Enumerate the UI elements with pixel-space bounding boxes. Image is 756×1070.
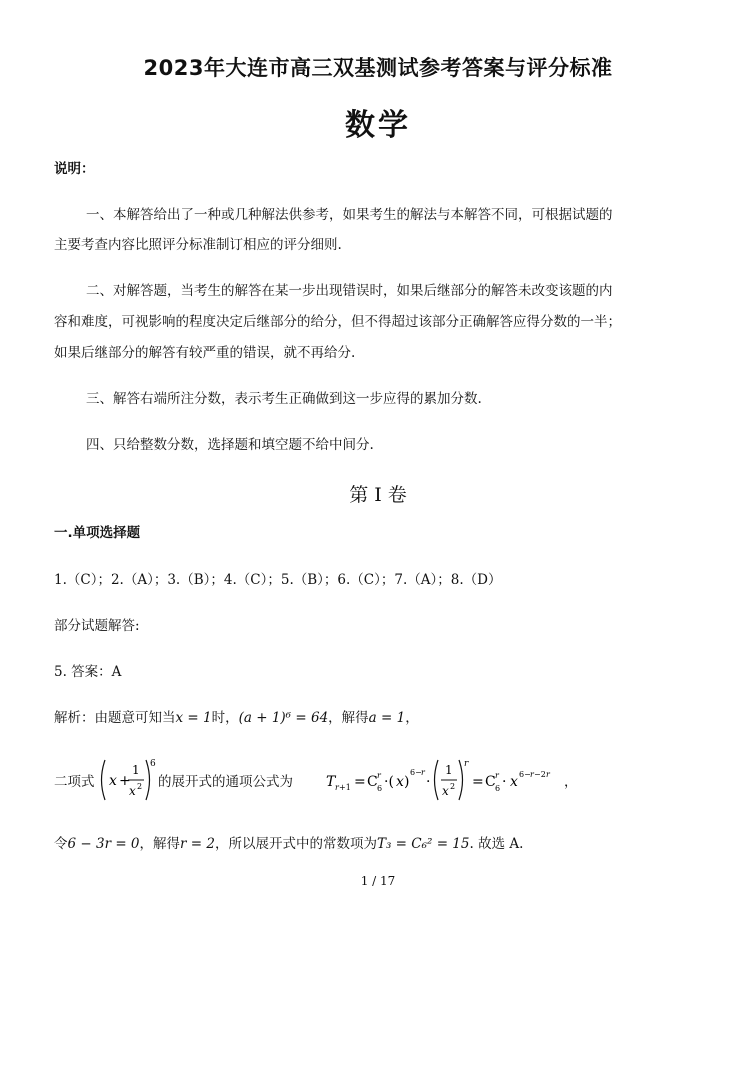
- note-2-line-2: 容和难度，可视影响的程度决定后继部分的给分，但不得超过该部分正确解答应得分数的一半；: [54, 314, 621, 330]
- svg-text:r: r: [495, 771, 499, 780]
- analysis-line-3: [54, 832, 523, 852]
- subject-title: 数学: [345, 108, 411, 143]
- analysis-text: 的展开式的通项公式为: [158, 774, 293, 790]
- note-1-line-1: 一、本解答给出了一种或几种解法供参考，如果考生的解法与本解答不同，可根据试题的: [86, 207, 613, 223]
- general-term-formula: [326, 756, 562, 804]
- svg-text:): ): [404, 774, 410, 790]
- page-number: 1 / 17: [360, 874, 396, 888]
- svg-text:x: x: [129, 784, 136, 798]
- math-expression: x = 1: [175, 710, 212, 726]
- svg-text:x: x: [442, 784, 449, 798]
- math-expression: r = 2: [180, 836, 215, 852]
- svg-text:·: ·: [502, 774, 507, 790]
- analysis-text: ，解得: [328, 710, 369, 726]
- svg-text:x: x: [396, 774, 404, 790]
- svg-text:6−: 6−: [519, 770, 531, 779]
- svg-text:2: 2: [450, 782, 456, 791]
- analysis-text: ，: [405, 710, 419, 726]
- note-3-line-1: 三、解答右端所注分数，表示考生正确做到这一步应得的累加分数.: [86, 391, 482, 407]
- svg-text:6: 6: [150, 759, 156, 769]
- math-expression: T₃ = C₆² = 15: [376, 836, 470, 852]
- analysis-text: 二项式: [54, 774, 95, 790]
- svg-text:+: +: [119, 773, 131, 789]
- svg-text:r: r: [530, 770, 534, 779]
- note-2-line-3: 如果后继部分的解答有较严重的错误，就不再给分.: [54, 345, 356, 361]
- svg-text:x: x: [510, 774, 518, 790]
- answers-line: 1.（C）；2.（A）；3.（B）；4.（C）；5.（B）；6.（C）；7.（A）；8.（D）: [54, 572, 502, 588]
- svg-text:r: r: [335, 783, 339, 792]
- svg-text:1: 1: [445, 763, 453, 777]
- svg-text:C: C: [485, 774, 496, 790]
- svg-text:6−: 6−: [410, 768, 422, 777]
- note-2-line-1: 二、对解答题，当考生的解答在某一步出现错误时，如果后继部分的解答未改变该题的内: [86, 283, 613, 299]
- svg-text:=: =: [472, 774, 484, 790]
- note-4-line-1: 四、只给整数分数，选择题和填空题不给中间分.: [86, 437, 374, 453]
- svg-text:x: x: [109, 773, 117, 789]
- svg-text:r: r: [377, 771, 381, 780]
- partial-solutions-label: 部分试题解答:: [54, 618, 140, 634]
- math-expression: 6 − 3r = 0: [67, 836, 140, 852]
- svg-text:6: 6: [495, 784, 501, 793]
- svg-text:1: 1: [132, 763, 140, 777]
- svg-text:r: r: [421, 768, 425, 777]
- analysis-text: ，: [564, 774, 578, 790]
- analysis-text: ，解得: [139, 836, 181, 852]
- svg-text:C: C: [367, 774, 378, 790]
- svg-text:·: ·: [426, 774, 431, 790]
- document-title: 2023年大连市高三双基测试参考答案与评分标准: [143, 56, 613, 80]
- svg-text:6: 6: [377, 784, 383, 793]
- note-1-line-2: 主要考查内容比照评分标准制订相应的评分细则.: [54, 237, 342, 253]
- analysis-text: 时，: [211, 710, 239, 726]
- math-expression: (a + 1)⁶ = 64: [238, 710, 329, 726]
- binomial-expression: [98, 756, 156, 804]
- q5-answer: 5. 答案：A: [54, 664, 122, 680]
- math-expression: a = 1: [368, 710, 406, 726]
- volume-heading: 第 I 卷: [349, 484, 407, 506]
- analysis-text: ，所以展开式中的常数项为: [214, 836, 377, 852]
- analysis-line-1: [54, 706, 419, 726]
- svg-text:=: =: [354, 774, 366, 790]
- analysis-text: . 故选 A.: [469, 836, 524, 852]
- svg-text:2: 2: [137, 782, 143, 791]
- svg-text:r: r: [546, 770, 550, 779]
- svg-text:+1: +1: [339, 783, 351, 792]
- section-heading-single-choice: 一.单项选择题: [54, 525, 141, 541]
- analysis-text: 令: [54, 836, 68, 852]
- svg-text:T: T: [326, 774, 336, 790]
- notes-label: 说明：: [54, 161, 95, 177]
- svg-text:·(: ·(: [384, 774, 394, 790]
- svg-text:r: r: [464, 759, 469, 769]
- analysis-text: 解析：由题意可知当: [54, 710, 176, 726]
- svg-text:−2: −2: [534, 770, 546, 779]
